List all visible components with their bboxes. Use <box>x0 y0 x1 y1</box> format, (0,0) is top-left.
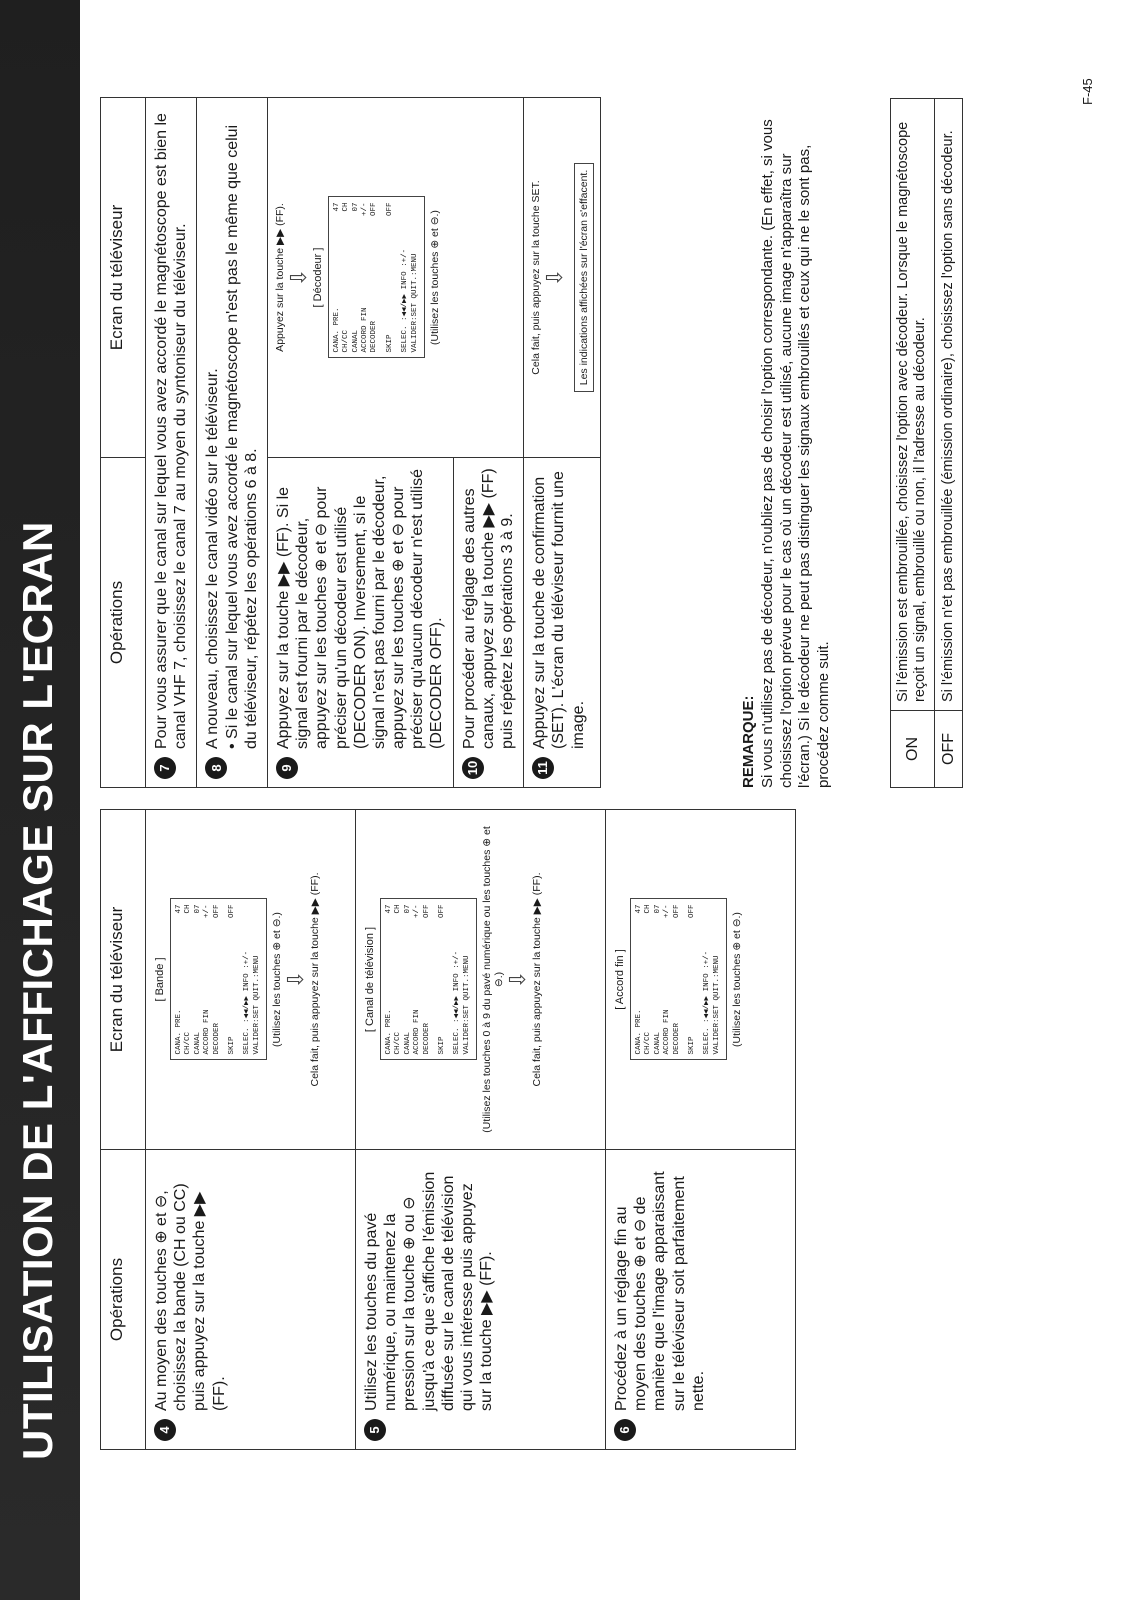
step-text: Appuyez sur la touche de confirmation (SET). L'écran du téléviseur fournit une image. <box>531 471 587 749</box>
down-arrow-icon: ⇩ <box>285 268 311 287</box>
screen-message-box: Les indications affichées sur l'écran s'effacent. <box>574 163 594 393</box>
page-number: F-45 <box>1080 78 1095 105</box>
screen-note: Cela fait, puis appuyez sur la touche ▶▶ (FF). <box>309 872 321 1087</box>
screen-note: Cela fait, puis appuyez sur la touche ▶▶ (FF). <box>531 872 543 1087</box>
osd-menu: CANA. PRE. 47 CH/CC CH CANAL 07 ACCORD FIN +/- DECODER OFF SKIP OFF SELEC. :◀◀/▶▶ INFO :+/- VALIDER:SET QUIT.:MENU <box>630 899 727 1061</box>
step-5-screen <box>356 810 606 1150</box>
step-7 <box>146 98 197 788</box>
screen-header: Ecran du téléviseur <box>101 98 146 458</box>
osd-menu: CANA. PRE. 47 CH/CC CH CANAL 07 ACCORD FIN +/- DECODER OFF SKIP OFF SELEC. :◀◀/▶▶ INFO :+/- VALIDER:SET QUIT.:MENU <box>170 899 267 1061</box>
option-key: OFF <box>934 711 962 788</box>
option-text: Si l'émission n'et pas embrouillée (émission ordinaire), choisissez l'option sans décodeur. <box>934 99 962 711</box>
step-text: Pour procéder au réglage des autres canaux, appuyez sur la touche ▶▶ (FF) puis répétez les opérations 3 à 9. <box>460 468 516 749</box>
remark <box>740 98 834 788</box>
step-number: 4 <box>154 1419 176 1441</box>
step-4-ops <box>146 1150 356 1450</box>
step-9-ops <box>267 458 453 788</box>
step-11-ops <box>524 458 601 788</box>
option-text: Si l'émission est embrouillée, choisissez l'option avec décodeur. Lorsque le magnétoscope reçoit un signal, embrouillé ou non, il l'adresse au décodeur. <box>891 99 935 711</box>
screen-note: Appuyez sur la touche ▶▶ (FF). <box>273 203 286 352</box>
step-8 <box>197 98 268 788</box>
step-number: 6 <box>614 1419 636 1441</box>
step-text: Procédez à un réglage fin au moyen des touches ⊕ et ⊖ de manière que l'image apparaissant sur le téléviseur soit parfaitement nette. <box>613 1171 707 1411</box>
option-key: ON <box>891 711 935 788</box>
down-arrow-icon: ⇩ <box>542 268 568 287</box>
screen-label: [ Accord fin ] <box>614 949 626 1010</box>
step-9-screen <box>267 98 523 458</box>
step-number: 10 <box>462 757 484 779</box>
screen-note: (Utilisez les touches ⊕ et ⊖.) <box>731 912 743 1047</box>
step-4-screen <box>146 810 356 1150</box>
screen-label: [ Bande ] <box>154 957 166 1002</box>
table-row <box>934 99 962 788</box>
title-banner <box>0 0 80 1600</box>
down-arrow-icon: ⇩ <box>505 970 530 989</box>
step-text: Pour vous assurer que le canal sur lequel vous avez accordé le magnétoscope est bien le canal VHF 7, choisissez le canal 7 au moyen du syntoniseur du téléviseur. <box>153 113 190 749</box>
screen-label: [ Canal de télévision ] <box>364 926 376 1033</box>
page-title: UTILISATION DE L'AFFICHAGE SUR L'ECRAN <box>14 521 61 1460</box>
screen-label: [ Décodeur ] <box>311 247 324 308</box>
step-number: 8 <box>205 757 227 779</box>
down-arrow-icon: ⇩ <box>283 970 308 989</box>
step-number: 7 <box>154 757 176 779</box>
osd-menu: CANA. PRE. 47 CH/CC CH CANAL 07 ACCORD FIN +/- DECODER OFF SKIP OFF SELEC. :◀◀/▶▶ INFO :+/- VALIDER:SET QUIT.:MENU <box>328 197 425 359</box>
steps-table-right <box>100 97 601 788</box>
step-11-screen <box>524 98 601 458</box>
step-number: 9 <box>276 757 298 779</box>
step-text: Appuyez sur la touche ▶▶ (FF). Si le signal est fourni par le décodeur, appuyez sur les touches ⊕ et ⊖ pour préciser qu'un décodeur est utilisé (DECODER ON). Inversement, si le signal n'est pas fourni par le décodeur, appuyez sur les touches ⊕ et ⊖ pour préciser qu'aucun décodeur n'est utilisé (DECODER OFF). <box>274 468 446 749</box>
remark-title: REMARQUE: <box>740 695 757 788</box>
screen-note: (Utilisez les touches ⊕ et ⊖.) <box>428 210 441 345</box>
table-row <box>891 99 935 788</box>
screen-note: (Utilisez les touches 0 à 9 du pavé numérique ou les touches ⊕ et ⊖.) <box>481 826 505 1133</box>
step-text: Utilisez les touches du pavé numérique, ou maintenez la pression sur la touche ⊕ ou ⊖ jusqu'à ce que s'affiche l'émission diffusée sur le canal de télévision qui vous intéresse puis appuyez sur la touche ▶▶ (FF). <box>363 1171 496 1411</box>
step-6-screen <box>606 810 796 1150</box>
step-number: 5 <box>364 1419 386 1441</box>
screen-note: Cela fait, puis appuyez sur la touche SET. <box>530 180 543 375</box>
decoder-options-table <box>890 98 963 788</box>
steps-table-left <box>100 809 796 1450</box>
step-10-ops <box>453 458 524 788</box>
step-5-ops <box>356 1150 606 1450</box>
step-text: Au moyen des touches ⊕ et ⊖, choisissez la bande (CH ou CC) puis appuyez sur la touche ▶▶ (FF). <box>153 1183 228 1411</box>
step-number: 11 <box>532 757 554 779</box>
ops-header: Opérations <box>101 1150 146 1450</box>
osd-menu: CANA. PRE. 47 CH/CC CH CANAL 07 ACCORD FIN +/- DECODER OFF SKIP OFF SELEC. :◀◀/▶▶ INFO :+/- VALIDER:SET QUIT.:MENU <box>380 899 477 1061</box>
ops-header: Opérations <box>101 458 146 788</box>
screen-note: (Utilisez les touches ⊕ et ⊖.) <box>271 912 283 1047</box>
screen-header: Ecran du téléviseur <box>101 810 146 1150</box>
step-6-ops <box>606 1150 796 1450</box>
step-text: A nouveau, choisissez le canal vidéo sur le téléviseur. <box>204 368 222 749</box>
step-bullet: • Si le canal sur lequel vous avez accordé le magnétoscope n'est pas le même que celui du téléviseur, répétez les opérations 6 à 8. <box>223 124 260 749</box>
remark-text: Si vous n'utilisez pas de décodeur, n'oubliez pas de choisir l'option correspondante. (En effet, si vous choisissez l'option prévue pour le cas où un décodeur est utilisé, aucune image n'apparaîtra sur l'écran.) Si le décodeur ne peut pas distinguer les signaux embrouillés et ceux qui ne le sont pas, procédez comme suit. <box>758 119 832 788</box>
